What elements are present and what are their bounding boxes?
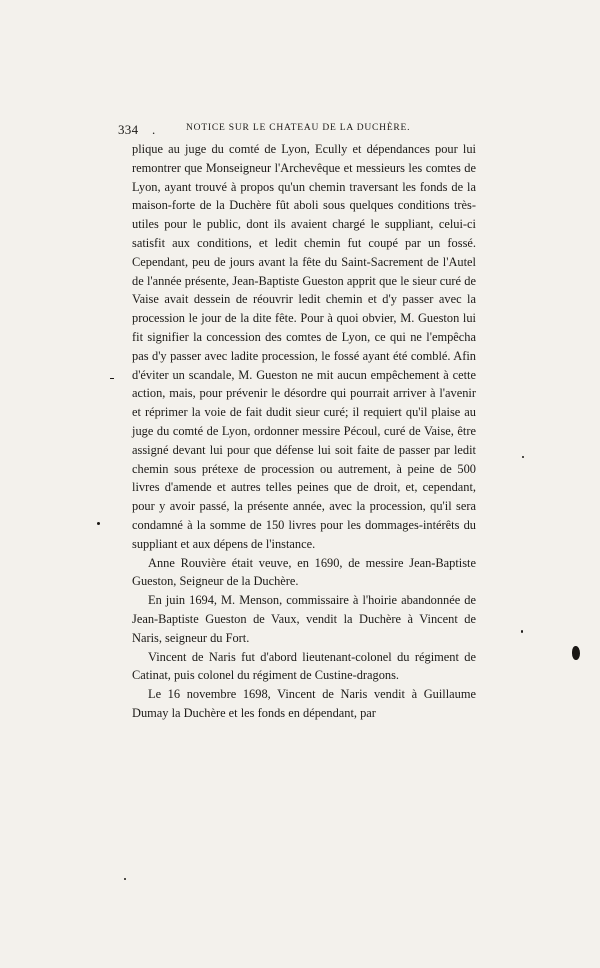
- paragraph: Vincent de Naris fut d'abord lieutenant-colonel du régiment de Catinat, puis colonel du régiment de Custine-dragons.: [132, 649, 476, 683]
- ink-speck: [124, 878, 126, 880]
- paragraph-continuation: plique au juge du comté de Lyon, Ecully et dépendances pour lui remontrer que Monseigneur l'Archevêque et messieurs les comtes de Lyon, ayant trouvé à propos qu'un chemin traversant les fonds de la maison-forte de la Duchère fût aboli sous quelques conditions très-utiles pour le public, dont ils avaient chargé le suppliant, celui-ci satisfit aux conditions, et ledit chemin fut coupé par un fossé. Cependant, peu de jours avant la fête du Saint-Sacrement de l'Autel de l'année présente, Jean-Baptiste Gueston apprit que le sieur curé de Vaise avait dessein de réouvrir ledit chemin et d'y passer avec la procession le jour de la dite fête. Pour à quoi obvier, M. Gueston lui fit signifier la concession des comtes de Lyon, ce qui ne l'empêcha pas d'y passer avec ladite procession, le fossé ayant été comblé. Afin d'éviter un scandale, M. Gueston ne mit aucun empêchement à cette action, mais, pour prévenir le désordre qui pourrait arriver à l'avenir et réprimer la voie de fait dudit sieur curé; il requiert qu'il plaise au juge du comté de Lyon, ordonner messire Pécoul, curé de Vaise, être assigné devant lui pour que défense lui soit faite de passer par ledit chemin sous prétexe de procession ou autrement, à peine de 500 livres d'amende et autres telles peines que de droit, et, cependant, pour y avoir passé, la présente année, avec la procession, qu'il sera condamné à la somme de 150 livres pour les dommages-intérêts du suppliant et aux dépens de l'instance.: [132, 142, 476, 551]
- ink-speck: [110, 378, 114, 379]
- ink-blot: [572, 646, 580, 660]
- ink-speck: [521, 630, 523, 633]
- running-head: [118, 122, 478, 138]
- header-separator: .: [152, 122, 156, 137]
- page-number: 334: [118, 122, 139, 137]
- paragraph: Le 16 novembre 1698, Vincent de Naris vendit à Guillaume Dumay la Duchère et les fonds en dépendant, par: [132, 687, 476, 720]
- body-text: [132, 140, 476, 723]
- running-title: NOTICE SUR LE CHATEAU DE LA DUCHÈRE.: [186, 123, 411, 133]
- ink-speck: [522, 456, 524, 458]
- paragraph: En juin 1694, M. Menson, commissaire à l'hoirie abandonnée de Jean-Baptiste Gueston de Vaux, vendit la Duchère à Vincent de Naris, seigneur du Fort.: [132, 593, 476, 645]
- ink-speck: [97, 522, 100, 525]
- paragraph: Anne Rouvière était veuve, en 1690, de messire Jean-Baptiste Gueston, Seigneur de la Duchère.: [132, 555, 476, 589]
